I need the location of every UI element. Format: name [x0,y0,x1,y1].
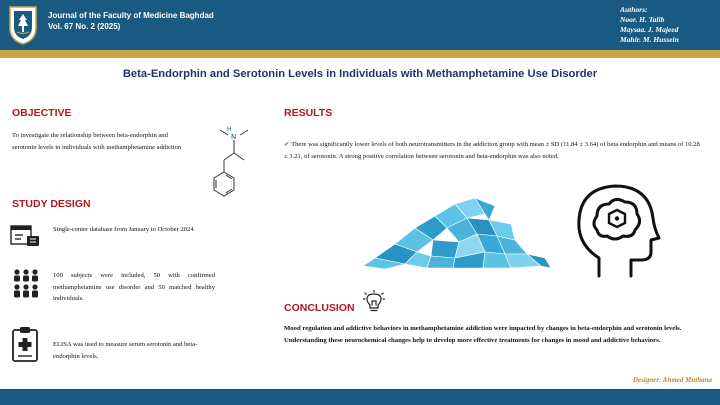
author-3: Mahir. M. Hussein [620,35,679,44]
lightbulb-icon [363,290,385,314]
university-logo-icon [7,4,39,46]
journal-volume: Vol. 67 No. 2 (2025) [48,22,121,31]
clipboard-icon [10,325,40,363]
conclusion-heading: CONCLUSION [284,302,355,314]
conclusion-text: Mood regulation and addictive behaviors in methamphetamine addiction were impacted by changes in beta-endorphin and serotonin levels. Understanding these neurochemical changes help to develop more effective treatments for changes in mood and addictive behaviors. [284,325,682,344]
methamphetamine-molecule-icon [196,120,266,210]
results-heading: RESULTS [284,107,333,119]
poster-title: Beta-Endorphin and Serotonin Levels in Individuals with Methamphetamine Use Disorder [122,68,598,80]
check-icon: ✔ [284,141,290,148]
authors-label: Authors: [620,5,648,14]
author-1: Noor. H. Talib [620,15,665,24]
database-icon [9,224,41,248]
designer-credit: Designer: Ahmed Muthana [632,376,712,384]
results-text: There was significantly lower levels of both neurotransmitters in the addiction group with mean ± SD (11.84 ± 3.64) of beta endorphin and means of 10.28 ± 3.21, of serotonin. A strong positive correlation between serotonin and beta-endorphin was also noted. [284,141,700,160]
brain-head-icon [569,180,661,280]
footer-bar [0,389,720,405]
people-group-icon [11,268,41,300]
author-2: Maysaa. J. Majeed [620,25,679,34]
journal-info [48,10,214,32]
header-bar [0,0,720,50]
study-design-item-3: ELISA was used to measure serum serotonin and beta-endorphin levels. [53,341,198,360]
results-text-block [284,139,704,162]
objective-text: To investigate the relationship between beta-endorphin and serotonin levels in individuals with methamphetamine addiction [12,132,182,151]
molecule-h-label: H [227,126,232,133]
study-design-heading: STUDY DESIGN [12,198,91,210]
study-design-item-2: 100 subjects were included, 50 with confirmed methamphetamine use disorder and 50 matched healthy individuals. [53,272,215,302]
authors-block [620,5,712,45]
journal-name: Journal of the Faculty of Medicine Baghdad [48,11,214,20]
objective-heading: OBJECTIVE [12,107,72,119]
gold-divider [0,50,720,58]
study-design-item-1: Single-center database from January to October 2024 [53,226,194,233]
meth-crystals-image [355,188,555,270]
molecule-n-label: N [231,133,237,141]
